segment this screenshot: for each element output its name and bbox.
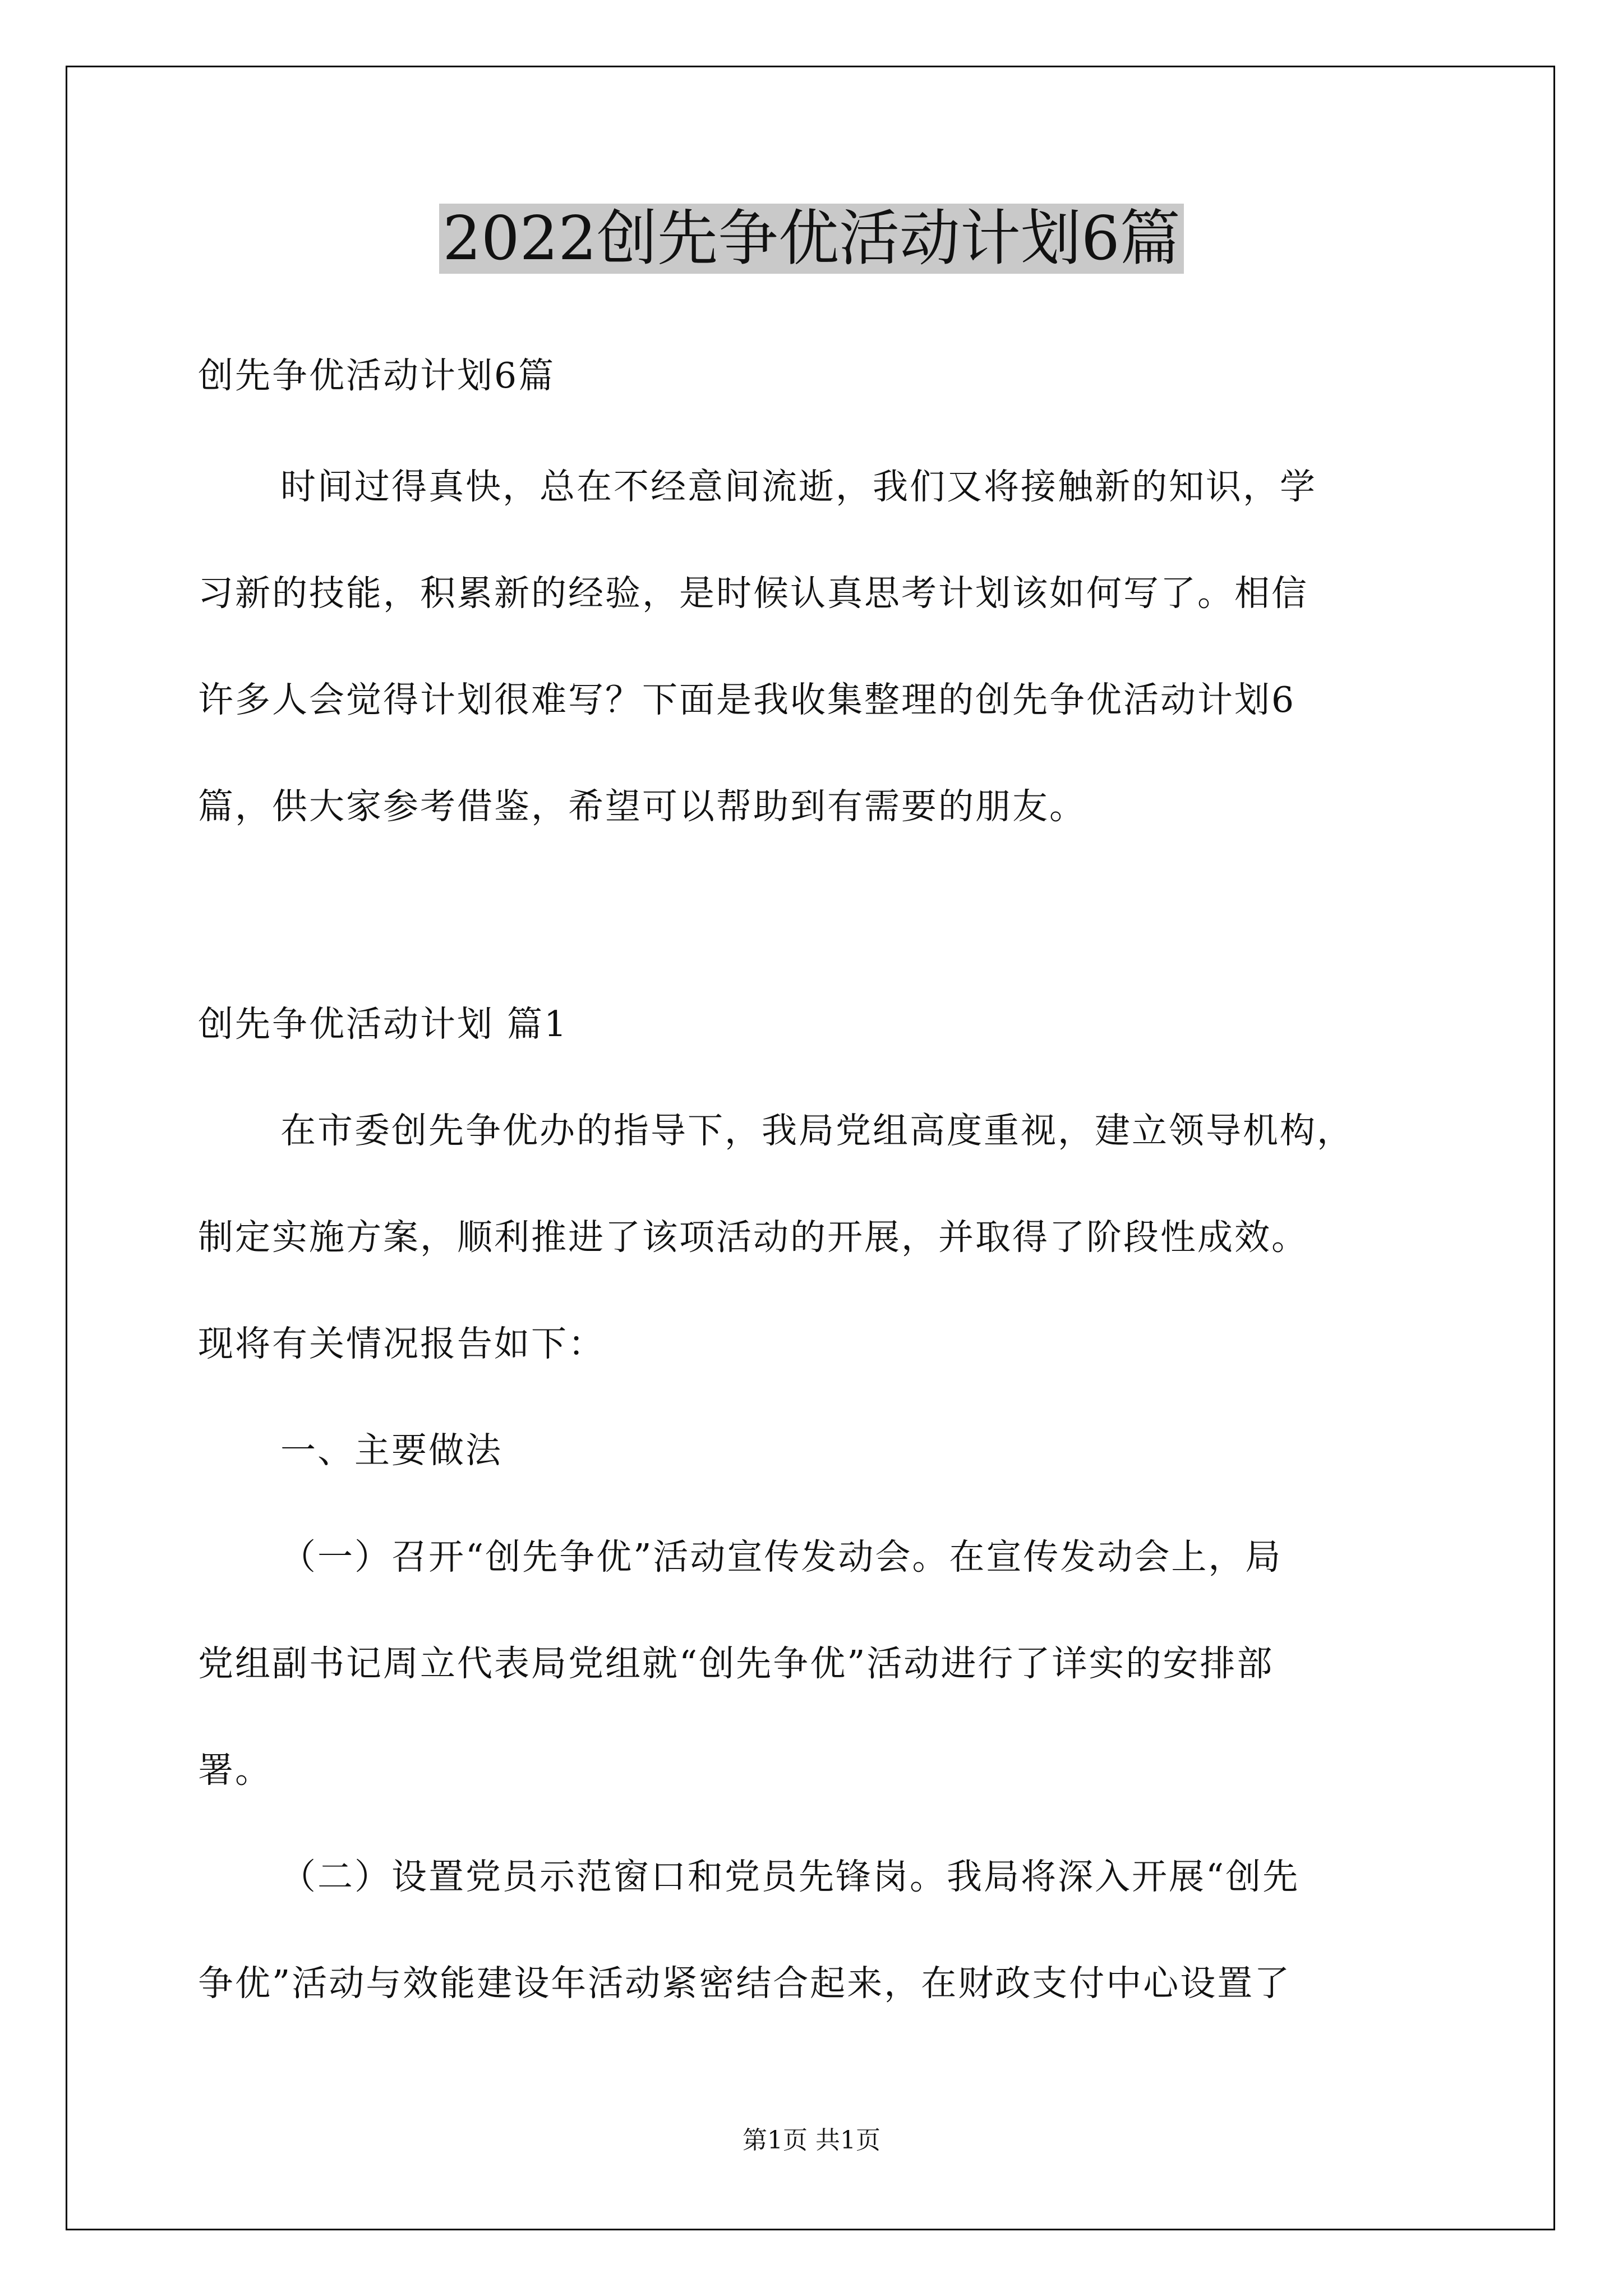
body-line: 现将有关情况报告如下： [198,1323,605,1364]
body-line: 制定实施方案，顺利推进了该项活动的开展，并取得了阶段性成效。 [198,1217,1308,1258]
body-line: 署。 [198,1750,272,1791]
intro-line: 时间过得真快，总在不经意间流逝，我们又将接触新的知识，学 [280,466,1317,507]
document-title-text: 2022创先争优活动计划6篇 [439,204,1184,274]
page-footer: 第1页 共1页 [743,2126,880,2155]
body-line: 在市委创先争优办的指导下，我局党组高度重视，建立领导机构， [280,1110,1354,1151]
body-line: 争优”活动与效能建设年活动紧密结合起来，在财政支付中心设置了 [198,1963,1292,2004]
body-line: 一、主要做法 [280,1430,502,1471]
document-subtitle: 创先争优活动计划6篇 [198,355,556,396]
intro-line: 篇，供大家参考借鉴，希望可以帮助到有需要的朋友。 [198,786,1086,827]
body-line: （一）召开“创先争优”活动宣传发动会。在宣传发动会上，局 [280,1536,1283,1577]
intro-line: 习新的技能，积累新的经验，是时候认真思考计划该如何写了。相信 [198,573,1308,614]
section-heading: 创先争优活动计划 篇1 [198,1004,569,1045]
body-line: 党组副书记周立代表局党组就“创先争优”活动进行了详实的安排部 [198,1643,1274,1684]
intro-line: 许多人会觉得计划很难写？下面是我收集整理的创先争优活动计划6 [198,679,1296,720]
body-line: （二）设置党员示范窗口和党员先锋岗。我局将深入开展“创先 [280,1856,1300,1897]
document-title [0,200,1623,278]
